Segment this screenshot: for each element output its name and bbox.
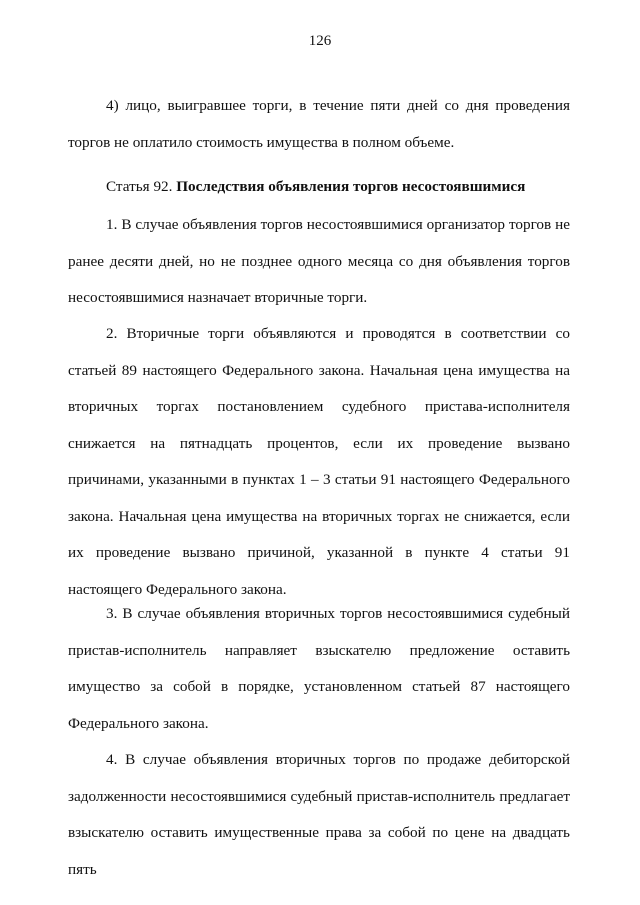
- page-number: 126: [308, 33, 332, 49]
- paragraph-1: 1. В случае объявления торгов несостоявшимися организатор торгов не ранее десяти дней, но не позднее одного месяца со дня объявления торгов несостоявшимися назначает вторичные торги.: [68, 216, 570, 306]
- paragraph-2: 2. Вторичные торги объявляются и проводятся в соответствии со статьей 89 настоящего Федерального закона. Начальная цена имущества на вторичных торгах постановлением судебного пристава-исполнителя снижается на пятнадцать процентов, если их проведение вызвано причинами, указанными в пунктах 1 – 3 статьи 91 настоящего Федерального закона. Начальная цена имущества на вторичных торгах не снижается, если их проведение вызвано причиной, указанной в пункте 4 статьи 91 настоящего Федерального закона.: [68, 325, 570, 598]
- paragraph-item-4: 4) лицо, выигравшее торги, в течение пяти дней со дня проведения торгов не оплатило стоимость имущества в полном объеме.: [68, 97, 570, 151]
- article-heading: [106, 178, 576, 196]
- article-title: Последствия объявления торгов несостоявшимися: [176, 178, 526, 195]
- paragraph-3: 3. В случае объявления вторичных торгов несостоявшимися судебный пристав-исполнитель направляет взыскателю предложение оставить имущество за собой в порядке, установленном статьей 87 настоящего Федерального закона.: [68, 605, 570, 732]
- article-label: Статья 92.: [106, 178, 177, 195]
- paragraph-4: 4. В случае объявления вторичных торгов по продаже дебиторской задолженности несостоявшимися судебный пристав-исполнитель предлагает взыскателю оставить имущественные права за собой по цене на двадцать пять: [68, 751, 570, 878]
